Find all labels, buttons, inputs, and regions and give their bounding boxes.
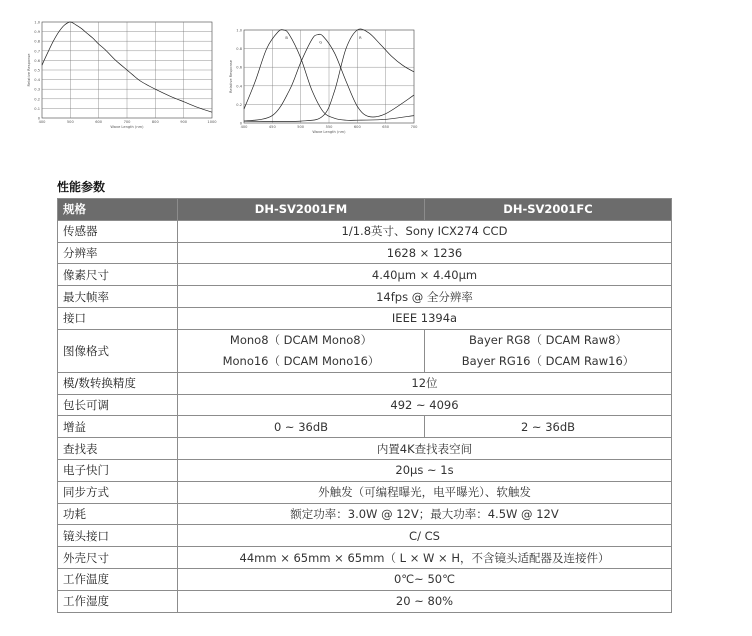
table-row	[58, 547, 672, 569]
x-axis-label: Wave Length (nm)	[312, 130, 346, 134]
x-tick-label: 400	[240, 125, 248, 129]
mono-spectral-response-chart	[22, 14, 222, 144]
table-row	[58, 394, 672, 416]
table-row	[58, 286, 672, 308]
x-tick-label: 650	[382, 125, 390, 129]
table-row	[58, 372, 672, 394]
header-model-fc: DH-SV2001FC	[425, 199, 672, 221]
row-value: 12位	[178, 372, 672, 394]
series-label: R	[359, 36, 362, 40]
header-model-fm: DH-SV2001FM	[178, 199, 425, 221]
x-axis-label: Wave Length (nm)	[110, 125, 144, 129]
x-tick-label: 500	[66, 120, 74, 124]
y-tick-label: 0.8	[236, 47, 242, 52]
x-tick-label: 600	[95, 120, 103, 124]
series-label: B	[285, 36, 288, 40]
y-tick-label: 0.8	[34, 39, 40, 44]
table-row	[58, 307, 672, 329]
row-label: 最大帧率	[58, 286, 178, 308]
format-line: Bayer RG16（ DCAM Raw16）	[461, 353, 635, 368]
x-tick-label: 700	[123, 120, 131, 124]
table-row	[58, 220, 672, 242]
row-value: 492 ~ 4096	[178, 394, 672, 416]
row-label: 功耗	[58, 503, 178, 525]
row-value-fm: 0 ~ 36dB	[178, 416, 425, 438]
x-tick-label: 500	[297, 125, 305, 129]
x-tick-label: 600	[353, 125, 361, 129]
y-tick-label: 1.0	[236, 28, 242, 33]
y-tick-label: 0.1	[34, 106, 40, 111]
x-tick-label: 550	[325, 125, 333, 129]
row-label: 模/数转换精度	[58, 372, 178, 394]
row-label: 增益	[58, 416, 178, 438]
y-tick-label: 0.4	[236, 84, 242, 89]
y-tick-label: 0.4	[34, 78, 40, 83]
row-value: 0℃~ 50℃	[178, 568, 672, 590]
x-tick-label: 800	[151, 120, 159, 124]
header-spec: 规格	[58, 199, 178, 221]
x-tick-label: 450	[268, 125, 276, 129]
x-tick-label: 400	[38, 120, 46, 124]
y-tick-label: 0.6	[236, 65, 242, 70]
row-label: 接口	[58, 307, 178, 329]
y-tick-label: 0	[37, 116, 40, 121]
row-value: IEEE 1394a	[178, 307, 672, 329]
y-tick-label: 0.6	[34, 58, 40, 63]
table-row	[58, 503, 672, 525]
table-row	[58, 329, 672, 372]
row-value-fc	[425, 329, 672, 372]
row-label: 传感器	[58, 220, 178, 242]
row-value-fm	[178, 329, 425, 372]
row-label: 工作温度	[58, 568, 178, 590]
table-row	[58, 568, 672, 590]
format-line: Bayer RG8（ DCAM Raw8）	[469, 332, 627, 347]
row-label: 查找表	[58, 438, 178, 460]
y-tick-label: 0.7	[34, 49, 40, 54]
y-tick-label: 0.9	[34, 30, 40, 35]
y-tick-label: 0	[239, 121, 242, 126]
x-tick-label: 900	[180, 120, 188, 124]
row-value: 20 ~ 80%	[178, 590, 672, 612]
row-label: 外壳尺寸	[58, 547, 178, 569]
table-row	[58, 525, 672, 547]
row-value: 1/1.8英寸、Sony ICX274 CCD	[178, 220, 672, 242]
spec-table	[57, 198, 672, 613]
table-header-row	[58, 199, 672, 221]
table-row	[58, 481, 672, 503]
row-value: 44mm × 65mm × 65mm（ L × W × H，不含镜头适配器及连接件）	[178, 547, 672, 569]
x-tick-label: 1000	[207, 120, 217, 124]
table-row	[58, 416, 672, 438]
color-spectral-response-chart	[228, 22, 426, 144]
table-row	[58, 459, 672, 481]
format-line: Mono16（ DCAM Mono16）	[222, 353, 380, 368]
row-value: 20μs ~ 1s	[178, 459, 672, 481]
y-axis-label: Relative Response	[27, 53, 31, 87]
x-tick-label: 700	[410, 125, 418, 129]
row-value: 14fps @ 全分辨率	[178, 286, 672, 308]
y-tick-label: 0.2	[236, 102, 242, 107]
row-label: 图像格式	[58, 329, 178, 372]
table-row	[58, 242, 672, 264]
y-tick-label: 0.3	[34, 87, 40, 92]
y-tick-label: 0.5	[34, 68, 40, 73]
row-label: 分辨率	[58, 242, 178, 264]
table-row	[58, 438, 672, 460]
row-label: 同步方式	[58, 481, 178, 503]
row-value: 4.40μm × 4.40μm	[178, 264, 672, 286]
series-label: G	[319, 40, 323, 45]
row-value: C/ CS	[178, 525, 672, 547]
table-row	[58, 264, 672, 286]
row-label: 工作湿度	[58, 590, 178, 612]
y-tick-label: 1.0	[34, 20, 40, 25]
row-value-fc: 2 ~ 36dB	[425, 416, 672, 438]
y-axis-label: Relative Response	[229, 60, 233, 93]
row-value: 内置4K查找表空间	[178, 438, 672, 460]
section-title: 性能参数	[57, 180, 106, 194]
row-label: 像素尺寸	[58, 264, 178, 286]
row-label: 电子快门	[58, 459, 178, 481]
row-value: 额定功率：3.0W @ 12V；最大功率：4.5W @ 12V	[178, 503, 672, 525]
row-value: 1628 × 1236	[178, 242, 672, 264]
format-line: Mono8（ DCAM Mono8）	[229, 332, 373, 347]
row-label: 镜头接口	[58, 525, 178, 547]
table-row	[58, 590, 672, 612]
row-value: 外触发（可编程曝光，电平曝光）、软触发	[178, 481, 672, 503]
y-tick-label: 0.2	[34, 97, 40, 102]
row-label: 包长可调	[58, 394, 178, 416]
